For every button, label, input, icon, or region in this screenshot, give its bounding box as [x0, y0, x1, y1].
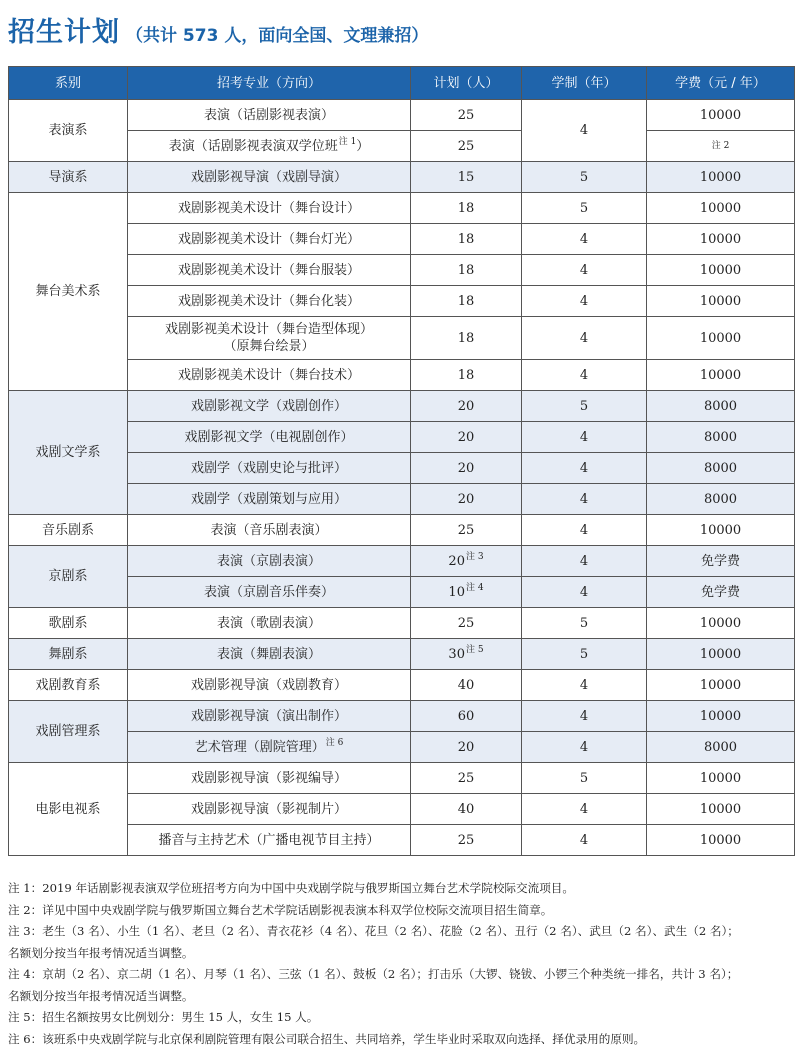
plan-cell: 25	[411, 825, 522, 856]
note-marker: 注 1	[338, 137, 357, 148]
footnote-4-continued: 名额划分按当年报考情况适当调整。	[8, 988, 194, 1003]
table-row	[9, 193, 795, 224]
footnote-3-continued: 名额划分按当年报考情况适当调整。	[8, 945, 194, 960]
plan-cell: 25	[411, 763, 522, 794]
major-cell: 戏剧影视文学（电视剧创作）	[128, 422, 411, 453]
fee-cell: 免学费	[647, 546, 795, 577]
fee-cell	[647, 131, 795, 162]
department-cell: 导演系	[9, 162, 128, 193]
years-cell: 4	[522, 224, 647, 255]
years-cell: 4	[522, 422, 647, 453]
plan-cell: 20	[411, 484, 522, 515]
plan-cell: 18	[411, 317, 522, 360]
plan-cell: 20	[411, 391, 522, 422]
department-cell: 音乐剧系	[9, 515, 128, 546]
fee-cell: 10000	[647, 763, 795, 794]
table-row	[9, 701, 795, 732]
fee-cell: 10000	[647, 224, 795, 255]
years-cell: 5	[522, 763, 647, 794]
major-cell	[128, 732, 411, 763]
department-cell: 戏剧管理系	[9, 701, 128, 763]
plan-cell: 18	[411, 360, 522, 391]
department-cell: 京剧系	[9, 546, 128, 608]
fee-cell: 免学费	[647, 577, 795, 608]
note-marker: 注 6	[325, 738, 344, 749]
major-cell: 戏剧影视美术设计（舞台服装）	[128, 255, 411, 286]
fee-cell: 8000	[647, 422, 795, 453]
group-film-television	[9, 763, 795, 856]
plan-cell: 20	[411, 422, 522, 453]
major-cell: 表演（歌剧表演）	[128, 608, 411, 639]
fee-cell: 10000	[647, 317, 795, 360]
table-header-row	[9, 67, 795, 100]
years-cell: 5	[522, 193, 647, 224]
major-cell: 戏剧学（戏剧策划与应用）	[128, 484, 411, 515]
department-cell: 舞剧系	[9, 639, 128, 670]
fee-cell: 10000	[647, 286, 795, 317]
plan-cell: 20	[411, 732, 522, 763]
note-marker: 注 4	[465, 583, 484, 594]
years-cell: 4	[522, 577, 647, 608]
plan-value: 30	[448, 646, 465, 662]
group-directing	[9, 162, 795, 193]
years-cell: 4	[522, 317, 647, 360]
group-drama-education	[9, 670, 795, 701]
group-opera	[9, 608, 795, 639]
table-row	[9, 515, 795, 546]
table-row	[9, 608, 795, 639]
major-cell: 表演（京剧音乐伴奏）	[128, 577, 411, 608]
major-cell: 戏剧影视导演（演出制作）	[128, 701, 411, 732]
major-cell: 表演（话剧影视表演）	[128, 100, 411, 131]
table-row	[9, 670, 795, 701]
years-cell: 4	[522, 794, 647, 825]
years-cell: 4	[522, 286, 647, 317]
years-cell: 4	[522, 825, 647, 856]
years-cell: 5	[522, 391, 647, 422]
major-cell: 表演（舞剧表演）	[128, 639, 411, 670]
major-cell: 戏剧影视导演（戏剧教育）	[128, 670, 411, 701]
table-row	[9, 639, 795, 670]
group-drama-management	[9, 701, 795, 763]
plan-value: 10	[448, 584, 465, 600]
fee-cell: 10000	[647, 360, 795, 391]
major-suffix: ）	[356, 138, 370, 154]
fee-cell: 8000	[647, 484, 795, 515]
years-cell: 4	[522, 453, 647, 484]
plan-cell: 18	[411, 224, 522, 255]
years-cell: 4	[522, 360, 647, 391]
footnotes	[8, 878, 796, 1050]
plan-cell: 20	[411, 453, 522, 484]
plan-cell: 18	[411, 255, 522, 286]
footnote-6: 注 6：该班系中央戏剧学院与北京保利剧院管理有限公司联合招生、共同培养，学生毕业时采取双向选择、择优录用的原则。	[8, 1031, 646, 1046]
fee-cell: 10000	[647, 193, 795, 224]
footnote-1: 注 1：2019 年话剧影视表演双学位班招考方向为中国中央戏剧学院与俄罗斯国立舞台艺术学院校际交流项目。	[8, 881, 574, 895]
fee-cell: 10000	[647, 515, 795, 546]
major-cell: 表演（京剧表演）	[128, 546, 411, 577]
years-cell: 4	[522, 484, 647, 515]
years-cell: 4	[522, 100, 647, 162]
group-dance-drama	[9, 639, 795, 670]
table-row	[9, 391, 795, 422]
header-years: 学制（年）	[522, 67, 647, 100]
plan-cell	[411, 546, 522, 577]
group-peking-opera	[9, 546, 795, 608]
fee-cell: 10000	[647, 670, 795, 701]
fee-cell: 10000	[647, 825, 795, 856]
plan-cell	[411, 577, 522, 608]
title-main: 招生计划	[8, 17, 120, 48]
plan-cell: 40	[411, 670, 522, 701]
fee-cell: 10000	[647, 794, 795, 825]
years-cell: 5	[522, 639, 647, 670]
plan-cell: 18	[411, 193, 522, 224]
group-dramatic-literature	[9, 391, 795, 515]
footnote-2: 注 2：详见中国中央戏剧学院与俄罗斯国立舞台艺术学院话剧影视表演本科双学位校际交流项目招生简章。	[8, 902, 553, 917]
years-cell: 4	[522, 515, 647, 546]
major-cell: 戏剧影视美术设计（舞台技术）	[128, 360, 411, 391]
major-cell	[128, 317, 411, 360]
major-cell: 戏剧影视导演（影视制片）	[128, 794, 411, 825]
years-cell: 4	[522, 701, 647, 732]
major-text-line2: （原舞台绘景）	[223, 339, 315, 354]
years-cell: 5	[522, 162, 647, 193]
major-cell: 戏剧影视文学（戏剧创作）	[128, 391, 411, 422]
plan-cell: 15	[411, 162, 522, 193]
group-stage-design	[9, 193, 795, 391]
header-plan: 计划（人）	[411, 67, 522, 100]
department-cell: 歌剧系	[9, 608, 128, 639]
table-row	[9, 546, 795, 577]
years-cell: 4	[522, 255, 647, 286]
header-major: 招考专业（方向）	[128, 67, 411, 100]
department-cell: 舞台美术系	[9, 193, 128, 391]
fee-cell: 8000	[647, 732, 795, 763]
plan-cell	[411, 639, 522, 670]
table-row	[9, 162, 795, 193]
plan-cell: 60	[411, 701, 522, 732]
plan-cell: 40	[411, 794, 522, 825]
fee-cell: 8000	[647, 453, 795, 484]
major-cell: 戏剧影视导演（影视编导）	[128, 763, 411, 794]
fee-cell: 8000	[647, 391, 795, 422]
major-cell	[128, 131, 411, 162]
years-cell: 4	[522, 670, 647, 701]
major-cell: 戏剧影视导演（戏剧导演）	[128, 162, 411, 193]
fee-cell: 10000	[647, 608, 795, 639]
footnote-5: 注 5：招生名额按男女比例划分：男生 15 人，女生 15 人。	[8, 1010, 319, 1024]
title-subtitle: （共计 573 人，面向全国、文理兼招）	[126, 26, 429, 46]
plan-cell: 25	[411, 131, 522, 162]
group-musical-theatre	[9, 515, 795, 546]
group-performance	[9, 100, 795, 162]
department-cell: 表演系	[9, 100, 128, 162]
fee-cell: 10000	[647, 639, 795, 670]
major-cell: 戏剧影视美术设计（舞台化装）	[128, 286, 411, 317]
major-cell: 戏剧影视美术设计（舞台设计）	[128, 193, 411, 224]
major-cell: 戏剧影视美术设计（舞台灯光）	[128, 224, 411, 255]
plan-cell: 25	[411, 608, 522, 639]
note-marker: 注 2	[711, 140, 730, 151]
fee-cell: 10000	[647, 100, 795, 131]
plan-cell: 25	[411, 515, 522, 546]
enrollment-plan-table	[8, 66, 795, 856]
major-text: 表演（话剧影视表演双学位班	[168, 138, 338, 154]
page-title	[8, 10, 428, 50]
years-cell: 5	[522, 608, 647, 639]
department-cell: 电影电视系	[9, 763, 128, 856]
table-row	[9, 100, 795, 131]
note-marker: 注 3	[465, 552, 484, 563]
footnote-4: 注 4：京胡（2 名）、京二胡（1 名）、月琴（1 名）、三弦（1 名）、鼓板（2 名）；打击乐（大锣、铙钹、小锣三个种类统一排名，共计 3 名）；	[8, 967, 739, 981]
plan-value: 20	[448, 553, 465, 569]
major-text: 戏剧影视美术设计（舞台造型体现）	[164, 322, 373, 337]
plan-cell: 25	[411, 100, 522, 131]
years-cell: 4	[522, 732, 647, 763]
major-text: 艺术管理（剧院管理）	[194, 739, 325, 755]
years-cell: 4	[522, 546, 647, 577]
department-cell: 戏剧教育系	[9, 670, 128, 701]
footnote-3: 注 3：老生（3 名）、小生（1 名）、老旦（2 名）、青衣花衫（4 名）、花旦（2 名）、花脸（2 名）、丑行（2 名）、武旦（2 名）、武生（2 名）；	[8, 924, 739, 938]
fee-cell: 10000	[647, 255, 795, 286]
table-row	[9, 763, 795, 794]
fee-cell: 10000	[647, 701, 795, 732]
fee-cell: 10000	[647, 162, 795, 193]
note-marker: 注 5	[465, 645, 484, 656]
department-cell: 戏剧文学系	[9, 391, 128, 515]
header-department: 系别	[9, 67, 128, 100]
plan-cell: 18	[411, 286, 522, 317]
header-fee: 学费（元 / 年）	[647, 67, 795, 100]
major-cell: 表演（音乐剧表演）	[128, 515, 411, 546]
major-cell: 播音与主持艺术（广播电视节目主持）	[128, 825, 411, 856]
major-cell: 戏剧学（戏剧史论与批评）	[128, 453, 411, 484]
